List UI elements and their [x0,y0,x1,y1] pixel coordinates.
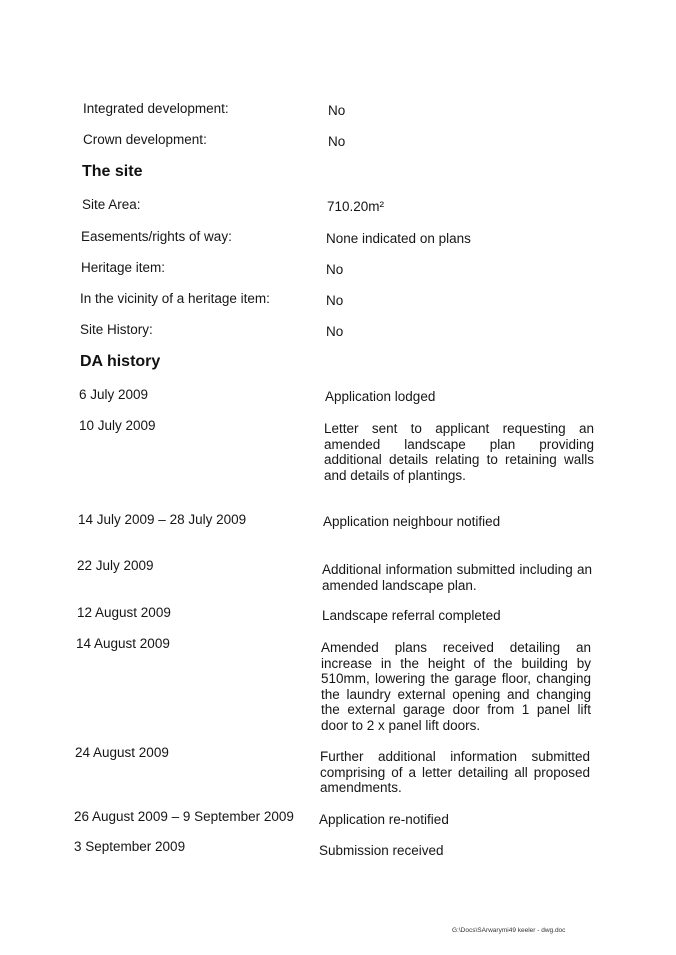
da-entry-date: 6 July 2009 [79,387,149,402]
da-entry-date: 22 July 2009 [77,558,154,573]
crown-development-label: Crown development: [83,132,207,147]
da-history-heading: DA history [80,353,161,370]
site-heading: The site [82,163,143,180]
crown-development-value: No [328,134,346,149]
da-entry-text: Application re-notified [319,812,449,827]
da-entry-text: Landscape referral completed [322,608,501,623]
da-entry-date: 14 July 2009 – 28 July 2009 [78,512,247,527]
integrated-development-label: Integrated development: [83,101,229,116]
da-entry-text: Application neighbour notified [323,514,501,529]
heritage-vicinity-label: In the vicinity of a heritage item: [80,291,270,306]
integrated-development-value: No [328,103,346,118]
site-area-value: 710.20m² [327,199,385,214]
heritage-vicinity-value: No [326,293,344,308]
da-entry-text: Additional information submitted including an amended landscape plan. [322,562,592,593]
easements-label: Easements/rights of way: [81,229,232,244]
da-entry-text: Further additional information submitted comprising of a letter detailing all proposed amendments. [320,749,590,796]
site-area-label: Site Area: [82,197,141,212]
da-entry-date: 24 August 2009 [75,745,169,760]
da-entry-date: 3 September 2009 [74,839,186,854]
heritage-item-label: Heritage item: [81,260,166,275]
footer-file-path: G:\Docs\SArwarymi49 keeler - dwg.doc [452,927,566,934]
easements-value: None indicated on plans [326,231,471,246]
da-entry-date: 26 August 2009 – 9 September 2009 [74,809,294,824]
da-entry-text: Application lodged [325,389,436,404]
da-entry-date: 14 August 2009 [76,636,170,651]
da-entry-text: Letter sent to applicant requesting an amended landscape plan providing additional details relating to retaining walls and details of plantings. [324,421,594,483]
da-entry-text: Submission received [319,843,444,858]
heritage-item-value: No [326,262,344,277]
da-entry-date: 12 August 2009 [77,605,171,620]
site-history-label: Site History: [80,322,153,337]
da-entry-text: Amended plans received detailing an increase in the height of the building by 510mm, lowering the garage floor, changing the laundry external opening and changing the external garage door from 1 panel lift door to 2 x panel lift doors. [321,640,591,733]
site-history-value: No [326,324,344,339]
da-entry-date: 10 July 2009 [79,418,156,433]
